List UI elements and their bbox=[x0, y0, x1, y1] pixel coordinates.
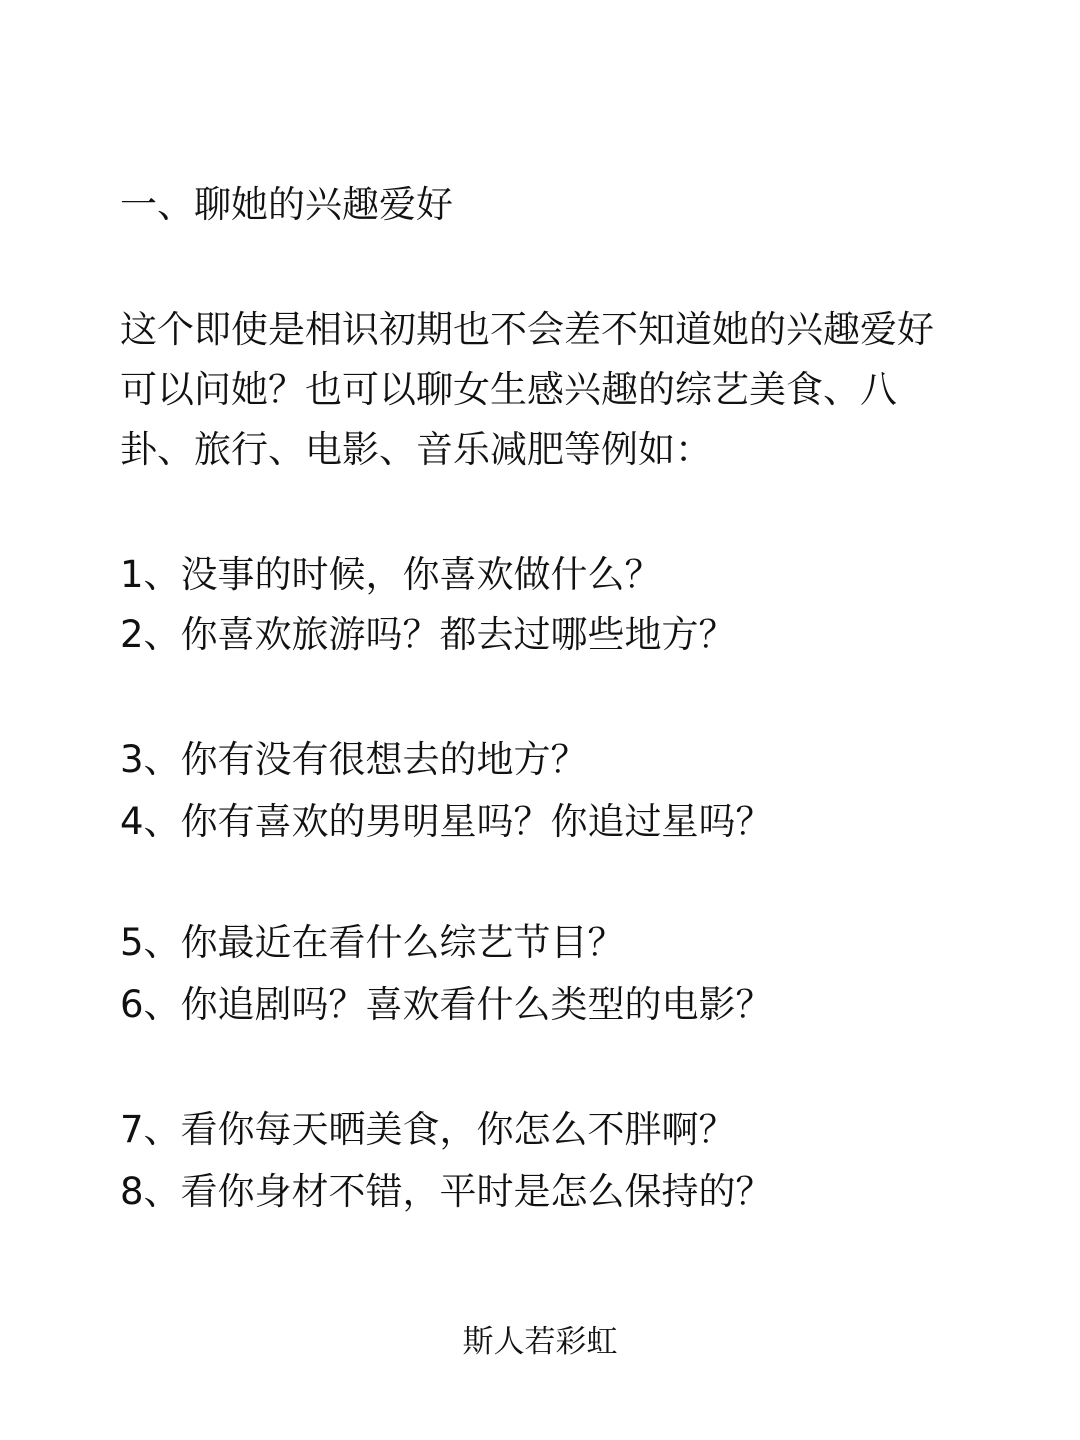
question-item: 7、看你每天晒美食，你怎么不胖啊？ bbox=[120, 1108, 736, 1151]
question-item: 6、你追剧吗？喜欢看什么类型的电影？ bbox=[120, 983, 773, 1026]
intro-line-1: 这个即使是相识初期也不会差不知道她的兴趣爱好 bbox=[120, 308, 934, 351]
question-item: 2、你喜欢旅游吗？都去过哪些地方？ bbox=[120, 613, 736, 656]
section-heading: 一、聊她的兴趣爱好 bbox=[120, 183, 453, 226]
intro-line-2: 可以问她？也可以聊女生感兴趣的综艺美食、八 bbox=[120, 368, 897, 411]
question-item: 1、没事的时候，你喜欢做什么？ bbox=[120, 553, 662, 596]
question-item: 8、看你身材不错，平时是怎么保持的？ bbox=[120, 1170, 773, 1213]
intro-line-3: 卦、旅行、电影、音乐减肥等例如： bbox=[120, 428, 712, 471]
question-item: 4、你有喜欢的男明星吗？你追过星吗？ bbox=[120, 800, 773, 843]
question-item: 5、你最近在看什么综艺节目？ bbox=[120, 921, 625, 964]
author-signature: 斯人若彩虹 bbox=[462, 1324, 618, 1360]
question-item: 3、你有没有很想去的地方？ bbox=[120, 738, 588, 781]
